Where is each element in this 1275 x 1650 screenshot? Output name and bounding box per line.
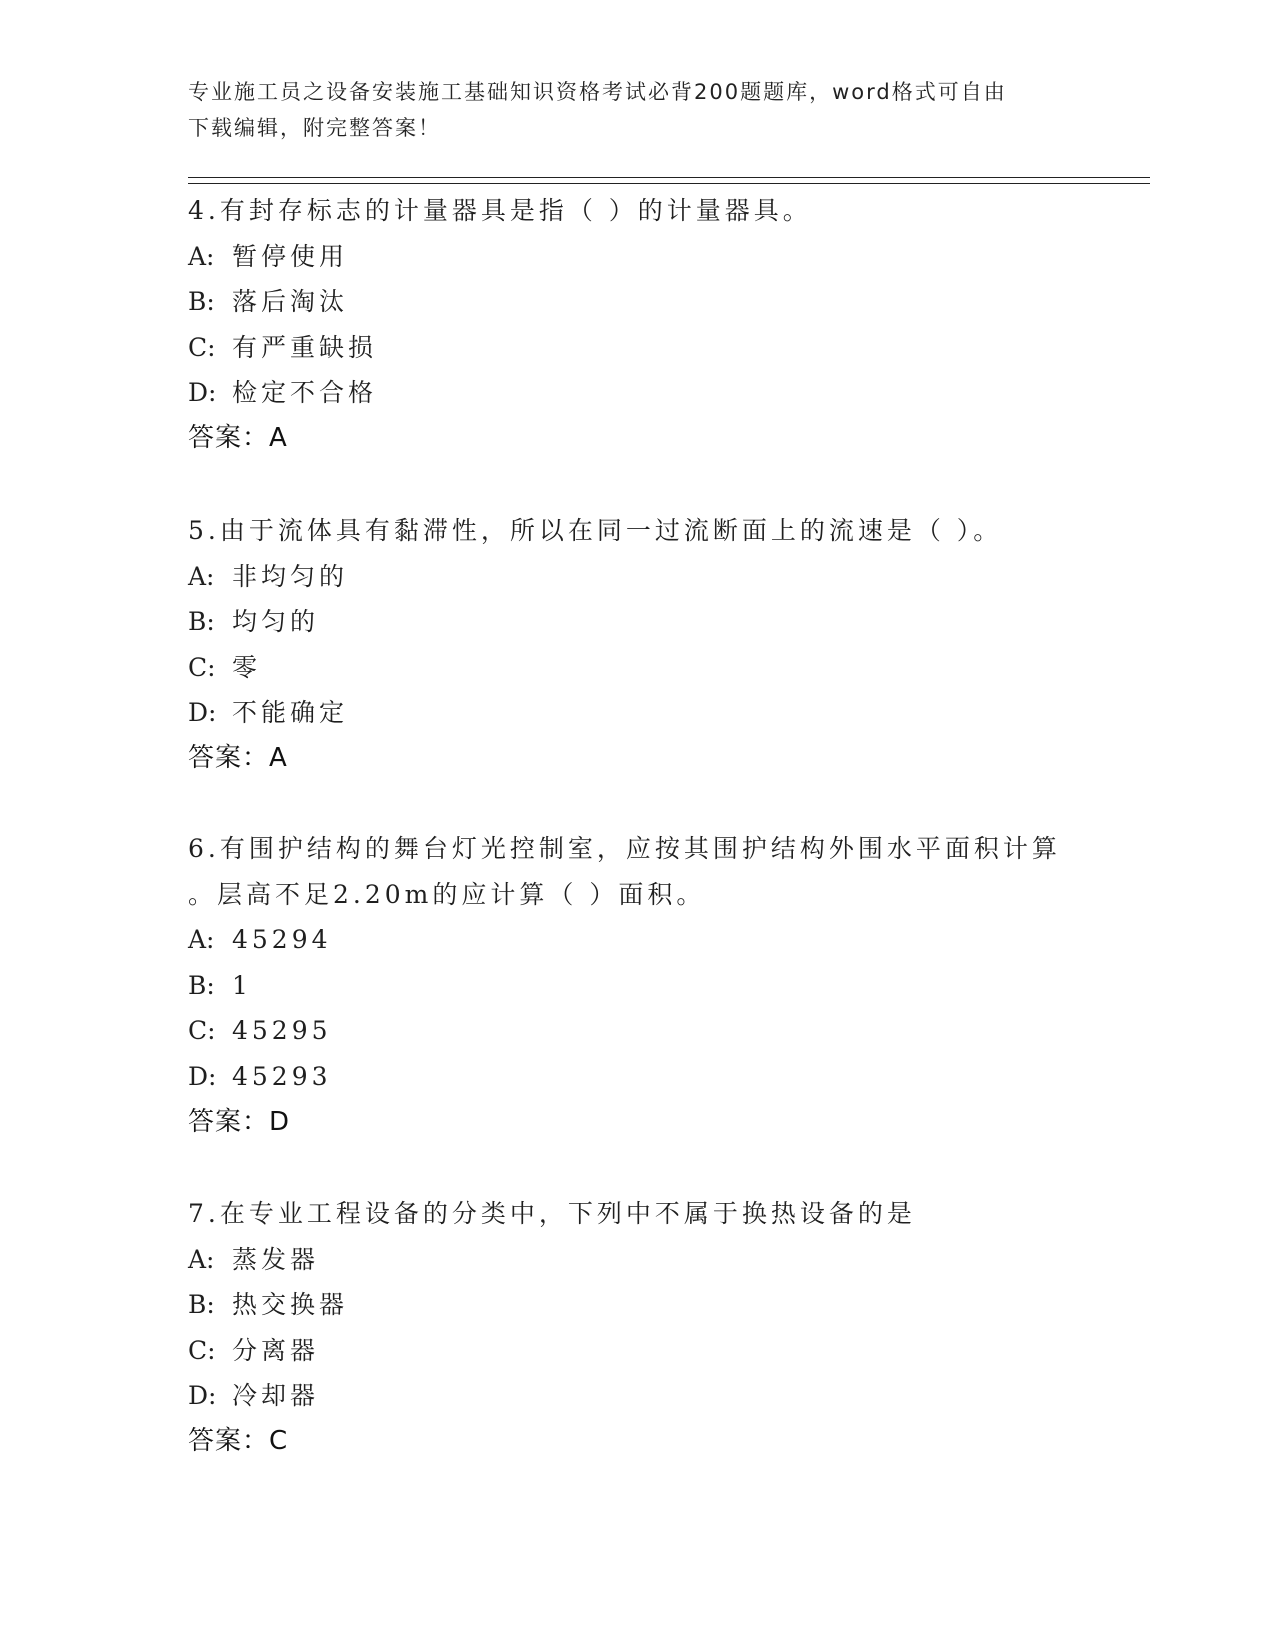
option-key: A: [188, 1244, 215, 1274]
option-c [188, 1008, 1088, 1054]
option-b [188, 599, 1088, 645]
document-header [188, 74, 1068, 146]
option-key: D: [188, 1061, 217, 1091]
option-text: 45294 [232, 925, 332, 955]
answer-label: 答案：A [188, 422, 288, 453]
option-c [188, 645, 1088, 691]
option-a [188, 917, 1088, 963]
option-text: 非均匀的 [232, 561, 349, 591]
option-key: A: [188, 925, 215, 955]
option-key: A: [188, 241, 215, 271]
option-c [188, 1328, 1088, 1374]
option-text: 热交换器 [232, 1290, 349, 1320]
header-title-line-2: 下载编辑，附完整答案！ [188, 116, 441, 140]
option-key: C: [188, 1335, 216, 1365]
option-key: C: [188, 332, 216, 362]
option-key: A: [188, 561, 215, 591]
option-d [188, 1054, 1088, 1100]
option-b [188, 279, 1088, 325]
option-a [188, 234, 1088, 280]
question-stem: 6.有围护结构的舞台灯光控制室，应按其围护结构外围水平面积计算 [188, 834, 1061, 863]
option-text: 检定不合格 [232, 378, 378, 408]
option-key: D: [188, 1381, 217, 1411]
option-c [188, 325, 1088, 371]
question-stem: 4.有封存标志的计量器具是指（ ）的计量器具。 [188, 196, 812, 225]
option-text: 落后淘汰 [232, 287, 349, 317]
option-key: B: [188, 1290, 215, 1320]
question-stem: 5.由于流体具有黏滞性，所以在同一过流断面上的流速是（ ）。 [188, 516, 1003, 545]
answer-label: 答案：A [188, 742, 288, 773]
answer-label: 答案：C [188, 1425, 289, 1456]
option-text: 暂停使用 [232, 241, 349, 271]
option-d [188, 1373, 1088, 1419]
option-text: 冷却器 [232, 1381, 320, 1411]
option-b [188, 1282, 1088, 1328]
option-a [188, 1237, 1088, 1283]
option-text: 1 [232, 970, 252, 1000]
option-text: 分离器 [232, 1335, 320, 1365]
option-text: 零 [232, 652, 262, 682]
option-text: 45293 [232, 1061, 332, 1091]
option-key: C: [188, 1016, 216, 1046]
option-key: B: [188, 287, 215, 317]
option-d [188, 370, 1088, 416]
option-key: D: [188, 378, 217, 408]
option-text: 45295 [232, 1016, 332, 1046]
question-block [188, 508, 1088, 782]
header-divider-bottom [188, 183, 1150, 184]
option-key: D: [188, 698, 217, 728]
option-text: 有严重缺损 [232, 332, 378, 362]
option-key: B: [188, 970, 215, 1000]
option-key: B: [188, 607, 215, 637]
question-block [188, 1191, 1088, 1465]
option-text: 均匀的 [232, 607, 320, 637]
question-block [188, 826, 1088, 1145]
header-divider-top [188, 177, 1150, 178]
option-d [188, 690, 1088, 736]
option-a [188, 554, 1088, 600]
question-stem-continued: 。层高不足2.20m的应计算（ ）面积。 [188, 879, 706, 909]
option-key: C: [188, 652, 216, 682]
header-title-line-1: 专业施工员之设备安装施工基础知识资格考试必背200题题库，word格式可自由 [188, 80, 1007, 104]
question-stem: 7.在专业工程设备的分类中，下列中不属于换热设备的是 [188, 1199, 916, 1228]
option-text: 蒸发器 [232, 1244, 320, 1274]
question-block [188, 188, 1088, 462]
option-text: 不能确定 [232, 698, 349, 728]
answer-label: 答案：D [188, 1106, 291, 1137]
option-b [188, 963, 1088, 1009]
